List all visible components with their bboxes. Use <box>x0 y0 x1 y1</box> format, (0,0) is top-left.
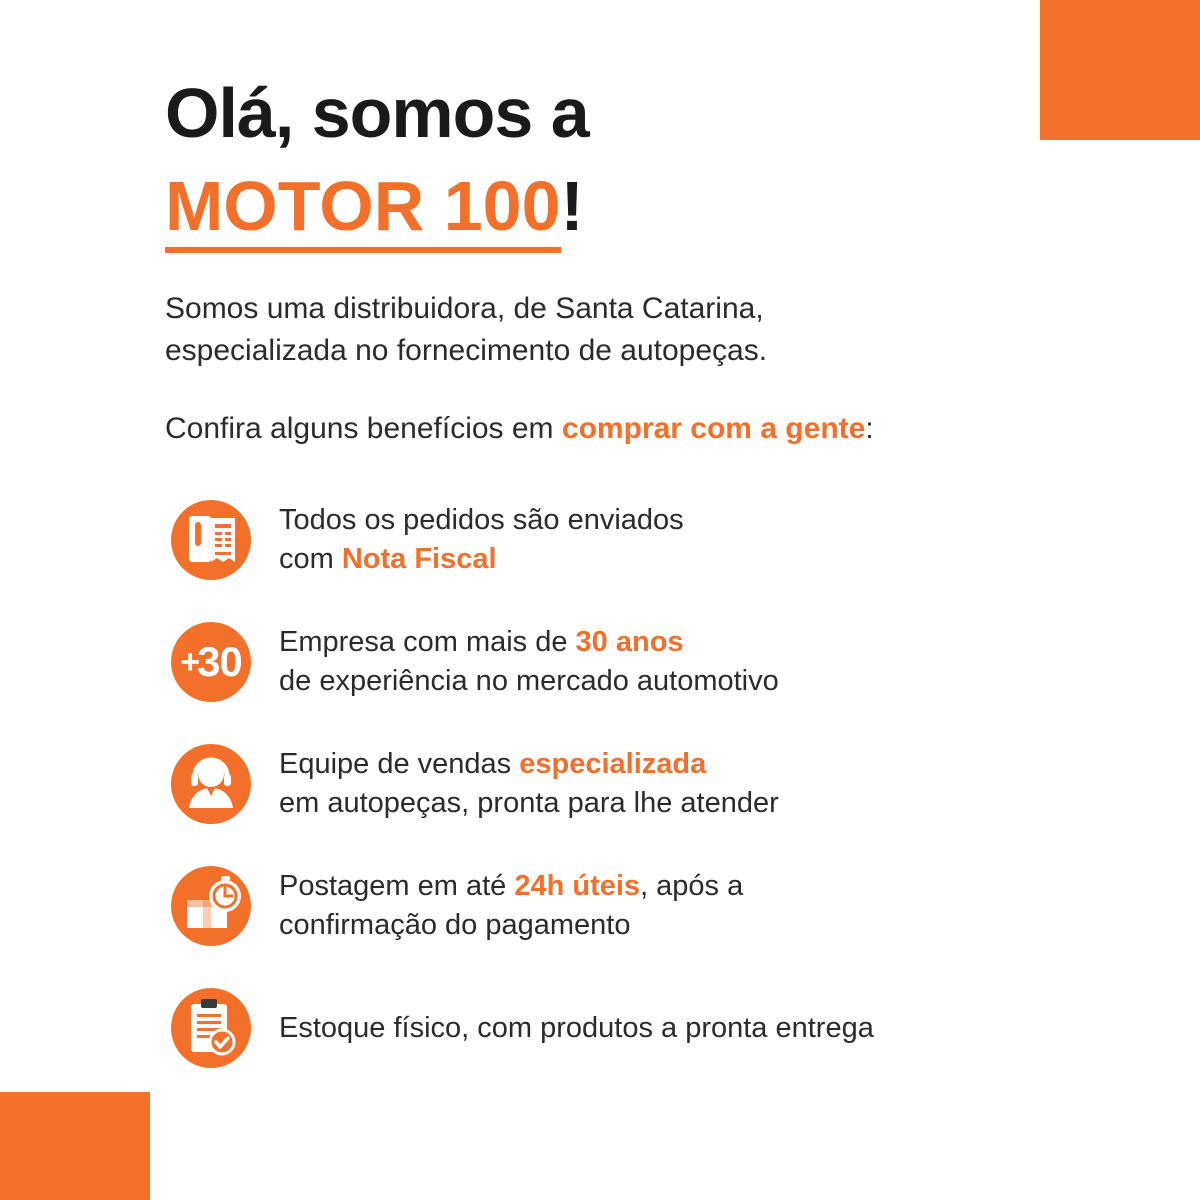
list-item <box>165 494 1080 586</box>
benefit-3-highlight: especializada <box>519 748 707 781</box>
subheading-suffix: : <box>865 412 874 445</box>
intro-line-2: especializada no fornecimento de autopeças. <box>165 334 768 367</box>
benefit-4-line1-suffix: , após a <box>640 870 744 903</box>
years-badge-icon <box>165 616 257 708</box>
brand-name: MOTOR 100 <box>165 167 561 253</box>
brand-exclamation: ! <box>560 167 584 245</box>
benefit-3-line2: em autopeças, pronta para lhe atender <box>279 787 779 819</box>
subheading-highlight: comprar com a gente <box>561 412 866 445</box>
headline-line-2 <box>165 166 584 246</box>
list-item <box>165 860 1080 952</box>
benefit-text <box>279 745 779 822</box>
intro-line-1: Somos uma distribuidora, de Santa Catarina, <box>165 292 764 325</box>
benefit-2-line2: de experiência no mercado automotivo <box>279 665 779 697</box>
years-badge-label <box>165 620 257 704</box>
benefits-list <box>165 494 1080 1074</box>
page-title <box>165 74 1080 152</box>
benefit-1-highlight: Nota Fiscal <box>341 543 497 575</box>
headset-agent-icon <box>165 738 257 830</box>
benefit-1-line2-prefix: com <box>279 543 342 575</box>
receipt-icon <box>165 494 257 586</box>
subheading-prefix: Confira alguns benefícios em <box>165 412 562 445</box>
years-badge-number: 30 <box>197 638 242 685</box>
benefit-5-line1: Estoque físico, com produtos a pronta entrega <box>279 1011 874 1044</box>
package-stopwatch-icon <box>165 860 257 952</box>
years-badge-plus: + <box>180 642 200 681</box>
benefit-text <box>279 1009 874 1048</box>
benefit-3-line1-prefix: Equipe de vendas <box>279 748 520 781</box>
benefit-text <box>279 623 779 700</box>
benefit-text <box>279 867 743 944</box>
benefit-4-highlight: 24h úteis <box>514 870 641 903</box>
benefit-1-line1: Todos os pedidos são enviados <box>279 504 684 537</box>
benefits-subheading <box>165 408 1080 450</box>
benefit-4-line1-prefix: Postagem em até <box>279 870 515 903</box>
list-item <box>165 616 1080 708</box>
headline-line-1: Olá, somos a <box>165 74 589 152</box>
clipboard-check-icon <box>165 982 257 1074</box>
list-item <box>165 982 1080 1074</box>
benefit-2-line1-prefix: Empresa com mais de <box>279 626 576 659</box>
benefit-text <box>279 501 684 578</box>
benefit-2-highlight: 30 anos <box>575 626 684 659</box>
intro-paragraph <box>165 288 995 372</box>
list-item <box>165 738 1080 830</box>
benefit-4-line2: confirmação do pagamento <box>279 909 631 941</box>
